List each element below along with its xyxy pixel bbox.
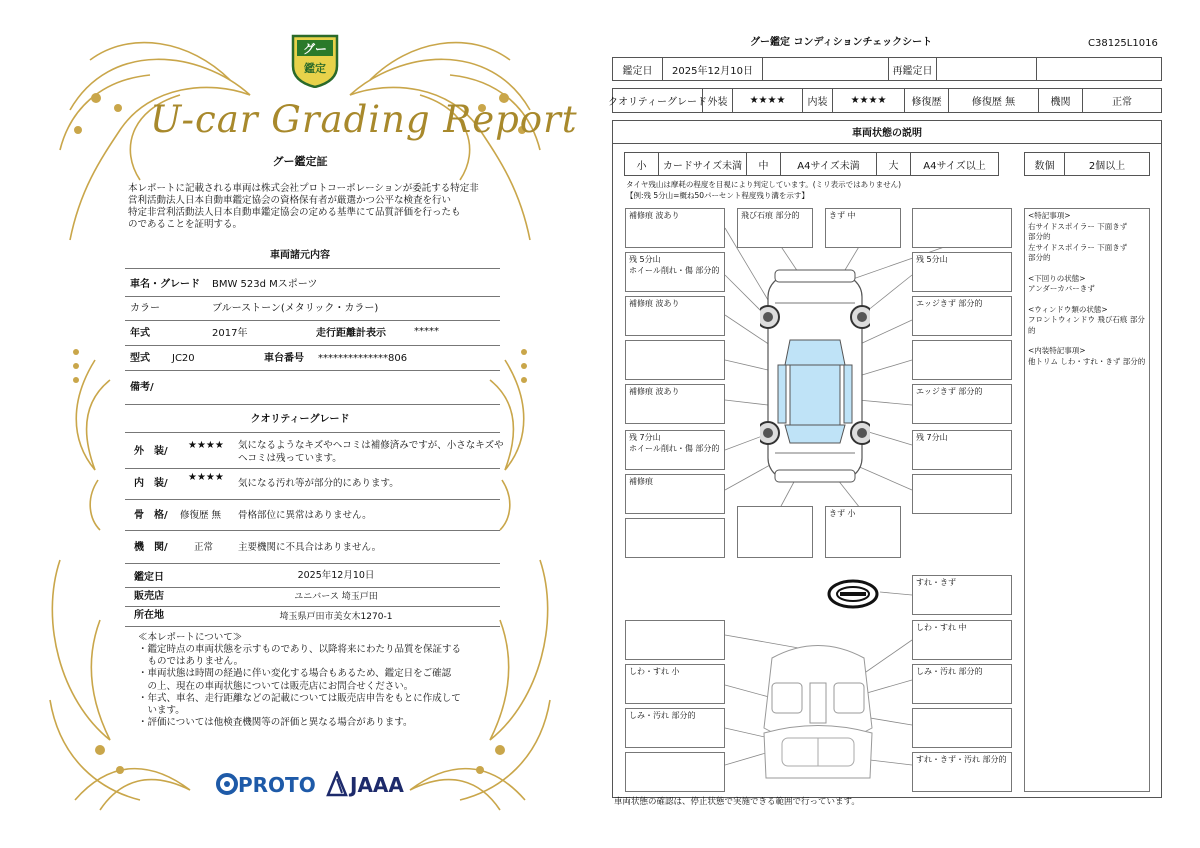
sheet-code: C38125L1016 (1088, 38, 1158, 49)
divider (125, 320, 500, 321)
size-large: 大 (877, 153, 911, 175)
divider (125, 606, 500, 607)
engine-comment: 主要機関に不具合はありません。 (238, 542, 382, 553)
damage-label: きず 中 (829, 211, 856, 220)
damage-box (625, 208, 725, 248)
jaaa-logo-icon (326, 771, 348, 797)
intro-line: 営利活動法人日本自動車鑑定協会の資格保有者が厳選かつ公平な検査を行い (128, 194, 452, 206)
size-large-desc: A4サイズ以上 (923, 160, 986, 172)
notice-line: ・車両状態は時間の経過に伴い変化する場合もあるため、鑑定日をご確認 (138, 668, 452, 680)
special-notes-panel (1024, 208, 1150, 792)
damage-box (912, 208, 1012, 248)
redate-label: 再鑑定日 (889, 58, 937, 80)
divider (125, 345, 500, 346)
car-topview-diagram (760, 265, 870, 490)
count-value: 2個以上 (1088, 160, 1126, 172)
date-value: 2025年12月10日 (297, 570, 375, 581)
color-label: カラー (130, 303, 160, 314)
damage-label: 補修痕 波あり (629, 387, 680, 396)
model-value: JC20 (172, 353, 195, 364)
tire-note: タイヤ残山は摩耗の程度を目視により判定しています。(ミリ表示ではありません) (626, 180, 902, 189)
damage-label: 残 5分山 (629, 255, 661, 264)
interior-comment: 気になる汚れ等が部分的にあります。 (238, 478, 399, 489)
interior-label: 内装 (803, 89, 833, 112)
spec-heading: 車両諸元内容 (270, 250, 330, 261)
size-medium-desc: A4サイズ未満 (781, 153, 877, 175)
damage-label: しみ・汚れ 部分的 (629, 711, 696, 720)
date-value: 2025年12月10日 (663, 58, 763, 80)
condition-heading: 車両状態の説明 (612, 120, 1162, 144)
exterior-rating: ★★★★ (188, 440, 224, 451)
proto-logo-icon (216, 773, 240, 797)
note-line: <特記事項> (1028, 211, 1071, 220)
exterior-comment: ヘコミは残っています。 (238, 453, 342, 464)
damage-box (625, 474, 725, 514)
damage-label: しわ・すれ 小 (629, 667, 680, 676)
damage-box (737, 208, 813, 248)
size-medium: 中 (747, 153, 781, 175)
size-small: 小 (625, 153, 659, 175)
damage-box (625, 252, 725, 292)
note-line (1028, 336, 1146, 346)
damage-box (625, 296, 725, 336)
grade-title: クオリティーグレード (613, 89, 703, 112)
divider (125, 530, 500, 531)
damage-box (737, 506, 813, 558)
engine-label: 機関 (1039, 89, 1083, 112)
damage-box (625, 340, 725, 380)
shop-label: 販売店 (134, 591, 164, 602)
damage-label: すれ・きず (916, 578, 956, 587)
damage-label: きず 小 (829, 509, 856, 518)
note-line: <下回りの状態> (1028, 273, 1086, 283)
address-label: 所在地 (134, 610, 164, 621)
damage-label: 残 7分山 (629, 433, 661, 442)
notice-line: の上、現在の車両状態については販売店にお問合せください。 (138, 680, 414, 692)
interior-box (912, 752, 1012, 792)
condition-check-sheet (600, 0, 1200, 848)
divider (125, 404, 500, 405)
exterior-label: 外装 (703, 89, 733, 112)
divider (125, 499, 500, 500)
damage-box (912, 340, 1012, 380)
exterior-rating: ★★★★ (733, 89, 803, 112)
notice-line: います。 (138, 704, 185, 716)
damage-box (912, 474, 1012, 514)
damage-box (912, 430, 1012, 470)
damage-box (912, 384, 1012, 424)
damage-label: エッジきず 部分的 (916, 299, 983, 308)
quality-heading: クオリティーグレード (250, 414, 350, 425)
damage-label: しみ・汚れ 部分的 (916, 667, 983, 676)
repair-value: 修復歴 無 (949, 89, 1039, 112)
interior-box (625, 708, 725, 748)
color-value: ブルーストーン(メタリック・カラー) (212, 303, 379, 314)
damage-box (625, 430, 725, 470)
count-label: 数個 (1025, 153, 1065, 175)
damage-label: 残 5分山 (916, 255, 948, 264)
damage-label: ホイール削れ・傷 部分的 (629, 265, 720, 275)
note-line: フロントウィンドウ 飛び石痕 部分的 (1028, 315, 1145, 335)
note-line: <ウィンドウ類の状態> (1028, 304, 1108, 314)
address-value: 埼玉県戸田市美女木1270-1 (279, 612, 393, 622)
damage-box (625, 384, 725, 424)
damage-label: 補修痕 (629, 477, 653, 486)
damage-label: しわ・すれ 中 (916, 623, 967, 632)
interior-box (912, 575, 1012, 615)
interior-box (625, 664, 725, 704)
damage-label: 補修痕 波あり (629, 211, 680, 220)
shop-value: ユニバース 埼玉戸田 (294, 592, 378, 602)
jaaa-logo: JAAA (350, 773, 404, 797)
damage-box (912, 252, 1012, 292)
interior-rating: ★★★★ (833, 89, 905, 112)
notice-line: ・鑑定時点の車両状態を示すものであり、以降将来にわたり品質を保証する (138, 644, 462, 656)
note-line (1028, 264, 1146, 274)
divider (125, 587, 500, 588)
damage-label: ホイール削れ・傷 部分的 (629, 443, 720, 453)
intro-line: 特定非営利活動法人日本自動車鑑定協会の定める基準にて品質評価を行ったも (128, 206, 461, 218)
exterior-comment: 気になるようなキズやヘコミは補修済みですが、小さなキズや (238, 440, 504, 451)
badge-bottom-text: 鑑定 (304, 62, 326, 75)
notice-line: ものではありません。 (138, 656, 244, 668)
intro-line: 本レポートに記載される車両は株式会社プロトコーポレーションが委託する特定非 (128, 183, 479, 194)
divider (125, 268, 500, 269)
exterior-label: 外 装/ (134, 446, 168, 457)
notice-line: ・年式、車名、走行距離などの記載については販売店申告をもとに作成して (138, 692, 461, 704)
intro-line: のであることを証明する。 (128, 218, 243, 230)
grade-value: BMW 523d Mスポーツ (212, 279, 318, 290)
note-line: 他トリム しわ・すれ・きず 部分的 (1028, 356, 1146, 366)
goo-badge (287, 32, 343, 88)
note-line: 部分的 (1028, 232, 1051, 241)
date-label: 鑑定日 (134, 572, 164, 583)
damage-box (825, 506, 901, 558)
note-line: <内装特記事項> (1028, 346, 1086, 355)
divider (125, 370, 500, 371)
sheet-title: グー鑑定 コンディションチェックシート (750, 37, 933, 48)
note-line: 左サイドスポイラー 下面きず (1028, 242, 1128, 252)
report-notices (138, 632, 461, 729)
chassis-label: 車台番号 (264, 353, 304, 364)
damage-label: 残 7分山 (916, 433, 948, 442)
engine-rating: 正常 (194, 542, 214, 553)
interior-rating: ★★★★ (188, 472, 224, 483)
interior-box (912, 664, 1012, 704)
frame-comment: 骨格部位に異常はありません。 (238, 510, 372, 521)
notice-heading: ≪本レポートについて≫ (138, 632, 243, 643)
year-label: 年式 (130, 328, 150, 339)
frame-label: 骨 格/ (134, 510, 168, 521)
badge-top-text: グー (302, 42, 327, 56)
divider (125, 296, 500, 297)
divider (125, 468, 500, 469)
note-line: アンダーカバーきず (1028, 284, 1095, 293)
script-title: U-car Grading Report (150, 98, 578, 141)
chassis-value: **************806 (318, 353, 408, 364)
engine-value: 正常 (1112, 97, 1132, 108)
damage-label: すれ・きず・汚れ 部分的 (916, 755, 1007, 764)
interior-label: 内 装/ (134, 478, 168, 489)
interior-box (912, 708, 1012, 748)
note-line: 右サイドスポイラー 下面きず (1028, 221, 1128, 231)
notes-label: 備考/ (130, 382, 154, 393)
damage-box (825, 208, 901, 248)
note-line (1028, 295, 1146, 305)
size-small-desc: カードサイズ未満 (659, 153, 747, 175)
steering-wheel-icon (826, 578, 880, 610)
interior-box (625, 752, 725, 792)
divider (125, 432, 500, 433)
sheet-footer: 車両状態の確認は、停止状態で実施できる範囲で行っています。 (614, 797, 860, 807)
damage-label: 飛び石痕 部分的 (741, 211, 800, 220)
divider (125, 563, 500, 564)
interior-box (625, 620, 725, 660)
notice-line: ・評価については他検査機関等の評価と異なる場合があります。 (138, 717, 413, 729)
damage-label: エッジきず 部分的 (916, 387, 983, 396)
interior-diagram (752, 638, 884, 788)
proto-logo: PROTO (238, 773, 316, 797)
note-line: 部分的 (1028, 253, 1051, 262)
repair-label: 修復歴 (905, 89, 949, 112)
grade-label: 車名・グレード (130, 279, 200, 290)
divider (125, 626, 500, 627)
damage-box (625, 518, 725, 558)
tire-note-example: 【例:残 5分山=概ね50パーセント程度残り溝を示す】 (626, 191, 809, 200)
model-label: 型式 (130, 353, 150, 364)
damage-label: 補修痕 波あり (629, 299, 680, 308)
date-label: 鑑定日 (613, 58, 663, 80)
intro-text (128, 183, 479, 231)
frame-rating: 修復歴 無 (180, 510, 222, 521)
certificate-heading: グー鑑定証 (272, 155, 328, 168)
mileage-label: 走行距離計表示 (316, 328, 386, 339)
mileage-value: ***** (414, 326, 439, 337)
interior-box (912, 620, 1012, 660)
engine-label: 機 関/ (134, 542, 168, 553)
damage-box (912, 296, 1012, 336)
year-value: 2017年 (212, 328, 248, 339)
